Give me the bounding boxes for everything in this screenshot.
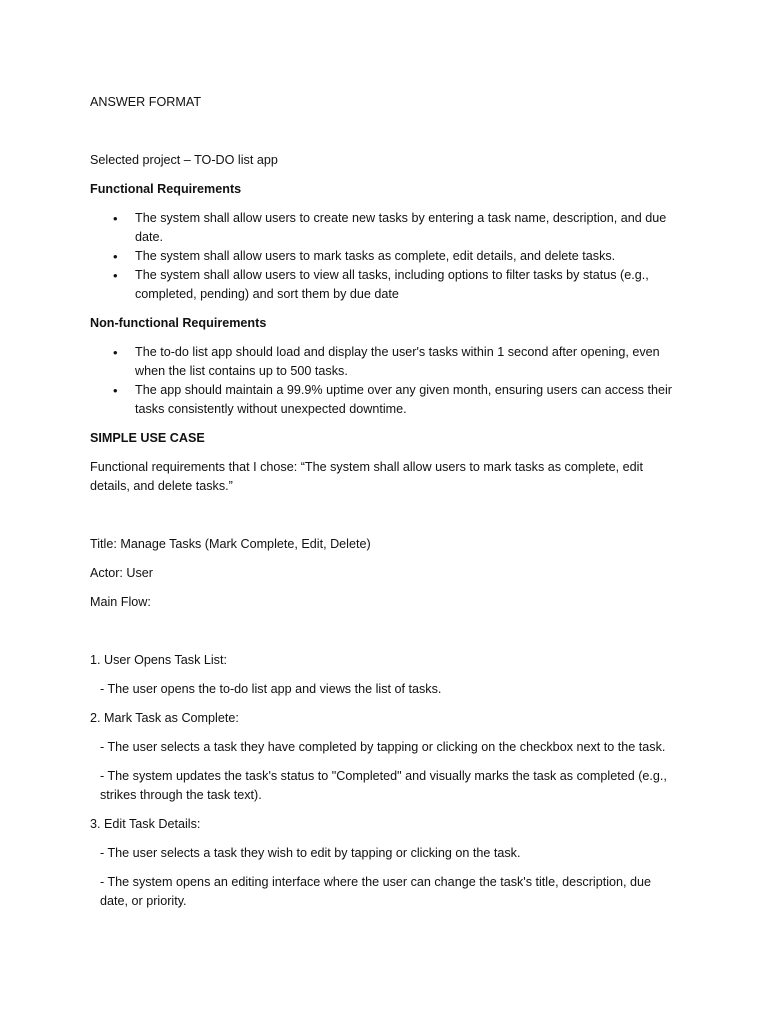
answer-format-heading: ANSWER FORMAT [90,95,202,109]
step-detail: - The user selects a task they wish to edit by tapping or clicking on the task. [100,846,521,860]
functional-requirements-list [90,209,680,304]
list-item: • The system shall allow users to create new tasks by entering a task name, description, and due date. [135,209,680,247]
step-detail: - The system opens an editing interface where the user can change the task's title, description, due date, or priority. [100,875,652,908]
step-label: 1. User Opens Task List: [90,653,227,667]
step-label: 2. Mark Task as Complete: [90,711,239,725]
step-detail: - The system updates the task's status to "Completed" and visually marks the task as completed (e.g., strikes through the task text). [100,769,667,802]
non-functional-requirements-heading: Non-functional Requirements [90,316,267,330]
list-item: • The system shall allow users to mark tasks as complete, edit details, and delete tasks. [135,247,680,266]
list-item: • The app should maintain a 99.9% uptime over any given month, ensuring users can access their tasks consistently without unexpected downtime. [135,381,680,419]
step-label: 3. Edit Task Details: [90,817,201,831]
main-flow-label: Main Flow: [90,595,151,609]
list-item: • The to-do list app should load and display the user's tasks within 1 second after opening, even when the list contains up to 500 tasks. [135,343,680,381]
step-detail: - The user opens the to-do list app and views the list of tasks. [100,682,442,696]
non-functional-requirements-list [90,343,680,419]
chosen-requirement: Functional requirements that I chose: “The system shall allow users to mark tasks as complete, edit details, and delete tasks.” [90,460,643,493]
step-detail: - The user selects a task they have completed by tapping or clicking on the checkbox next to the task. [100,740,666,754]
simple-use-case-heading: SIMPLE USE CASE [90,431,205,445]
selected-project: Selected project – TO-DO list app [90,153,278,167]
use-case-actor: Actor: User [90,566,153,580]
functional-requirements-heading: Functional Requirements [90,182,242,196]
document-content [90,93,680,911]
use-case-title: Title: Manage Tasks (Mark Complete, Edit, Delete) [90,537,371,551]
list-item: • The system shall allow users to view all tasks, including options to filter tasks by status (e.g., completed, pending) and sort them by due date [135,266,680,304]
